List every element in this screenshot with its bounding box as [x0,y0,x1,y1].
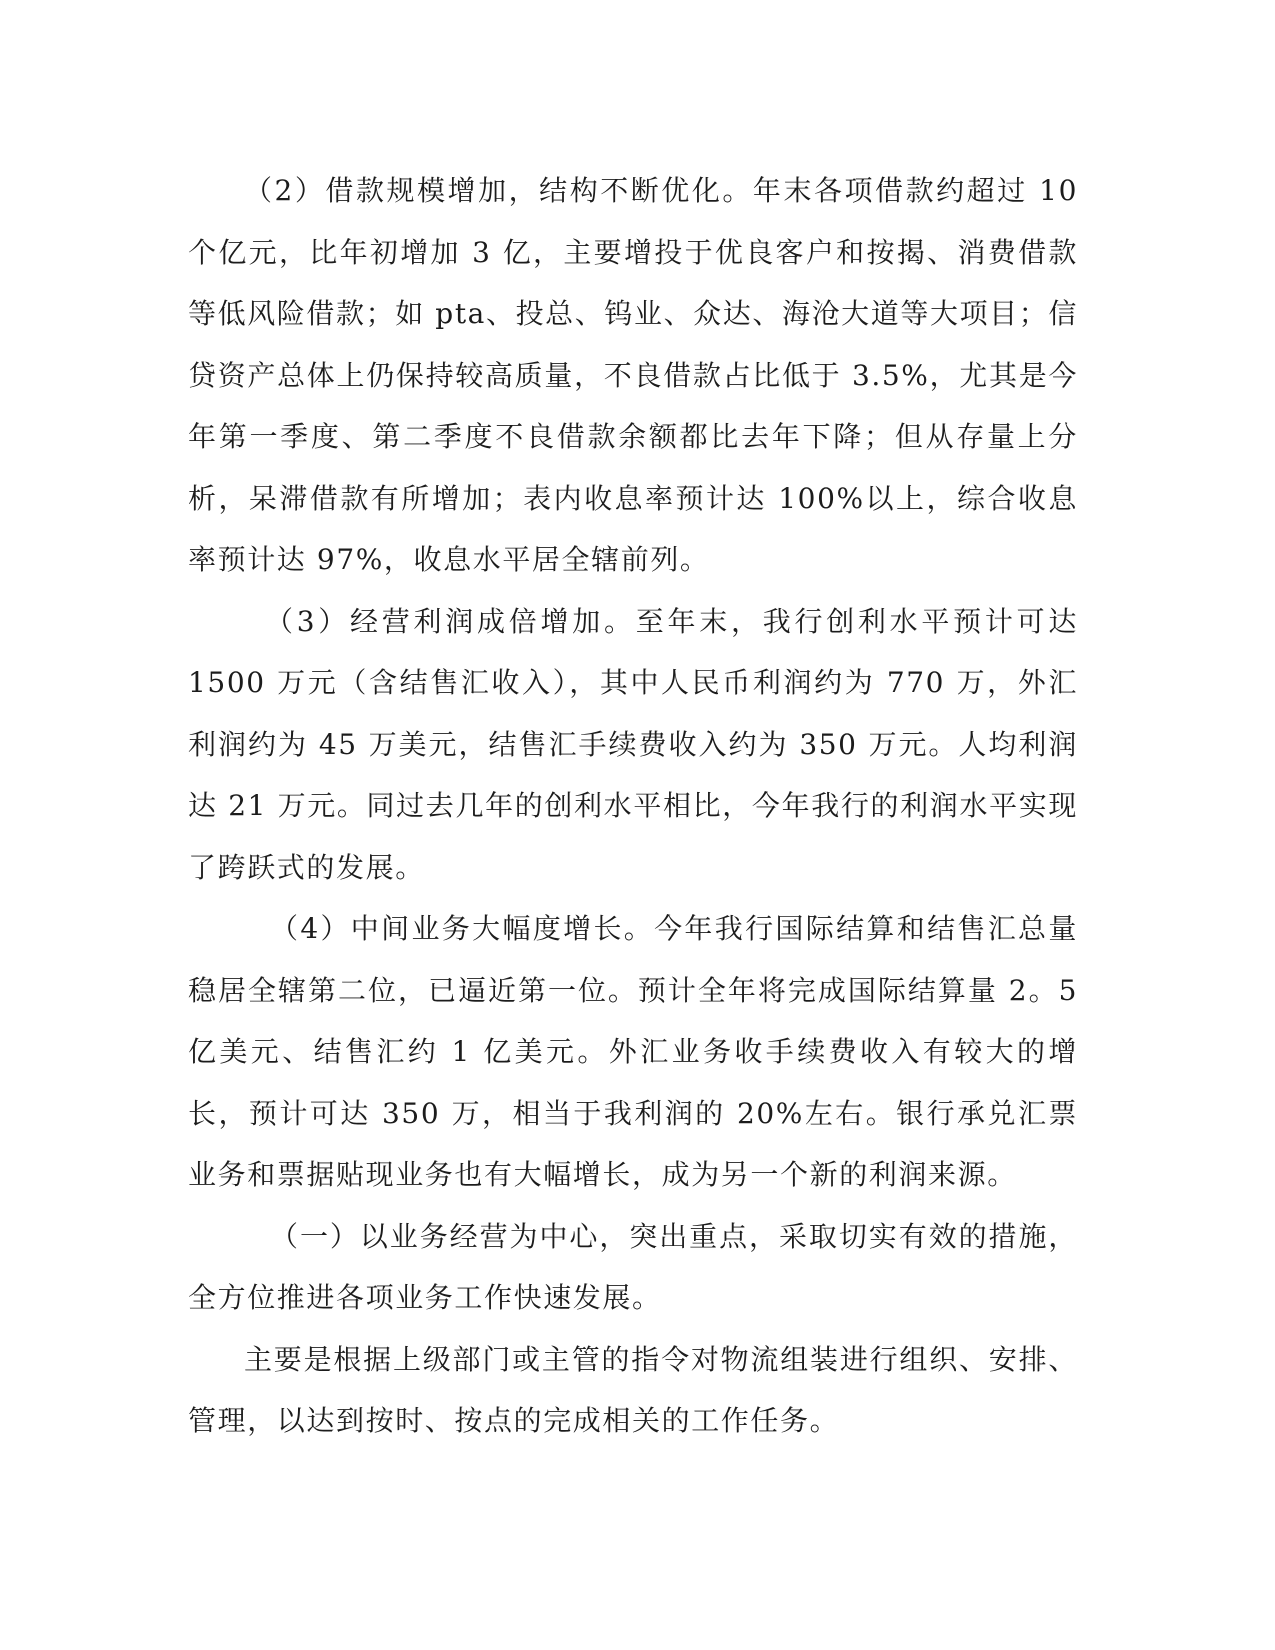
paragraph-intermediate-business: （4）中间业务大幅度增长。今年我行国际结算和结售汇总量稳居全辖第二位，已逼近第一位。预计全年将完成国际结算量 2。5 亿美元、结售汇约 1 亿美元。外汇业务收手续费收入有较大的增长，预计可达 350 万，相当于我利润的 20%左右。银行承兑汇票业务和票据贴现业务也有大幅增长，成为另一个新的利润来源。 [188,912,1078,1191]
document-body [188,160,1078,1452]
paragraph-profit: （3）经营利润成倍增加。至年末，我行创利水平预计可达 1500 万元（含结售汇收入），其中人民币利润约为 770 万，外汇利润约为 45 万美元，结售汇手续费收入约为 350 万元。人均利润达 21 万元。同过去几年的创利水平相比，今年我行的利润水平实现了跨跃式的发展。 [188,604,1078,884]
paragraph-logistics: 主要是根据上级部门或主管的指令对物流组装进行组织、安排、管理，以达到按时、按点的完成相关的工作任务。 [188,1342,1078,1437]
paragraph-loan-scale: （2）借款规模增加，结构不断优化。年末各项借款约超过 10 个亿元，比年初增加 3 亿，主要增投于优良客户和按揭、消费借款等低风险借款；如 pta、投总、钨业、众达、海沧大道等大项目；信贷资产总体上仍保持较高质量，不良借款占比低于 3.5%，尤其是今年第一季度、第二季度不良借款余额都比去年下降；但从存量上分析，呆滞借款有所增加；表内收息率预计达 100%以上，综合收息率预计达 97%，收息水平居全辖前列。 [188,174,1078,576]
paragraph-business-center: （一）以业务经营为中心，突出重点，采取切实有效的措施，全方位推进各项业务工作快速发展。 [188,1219,1078,1314]
